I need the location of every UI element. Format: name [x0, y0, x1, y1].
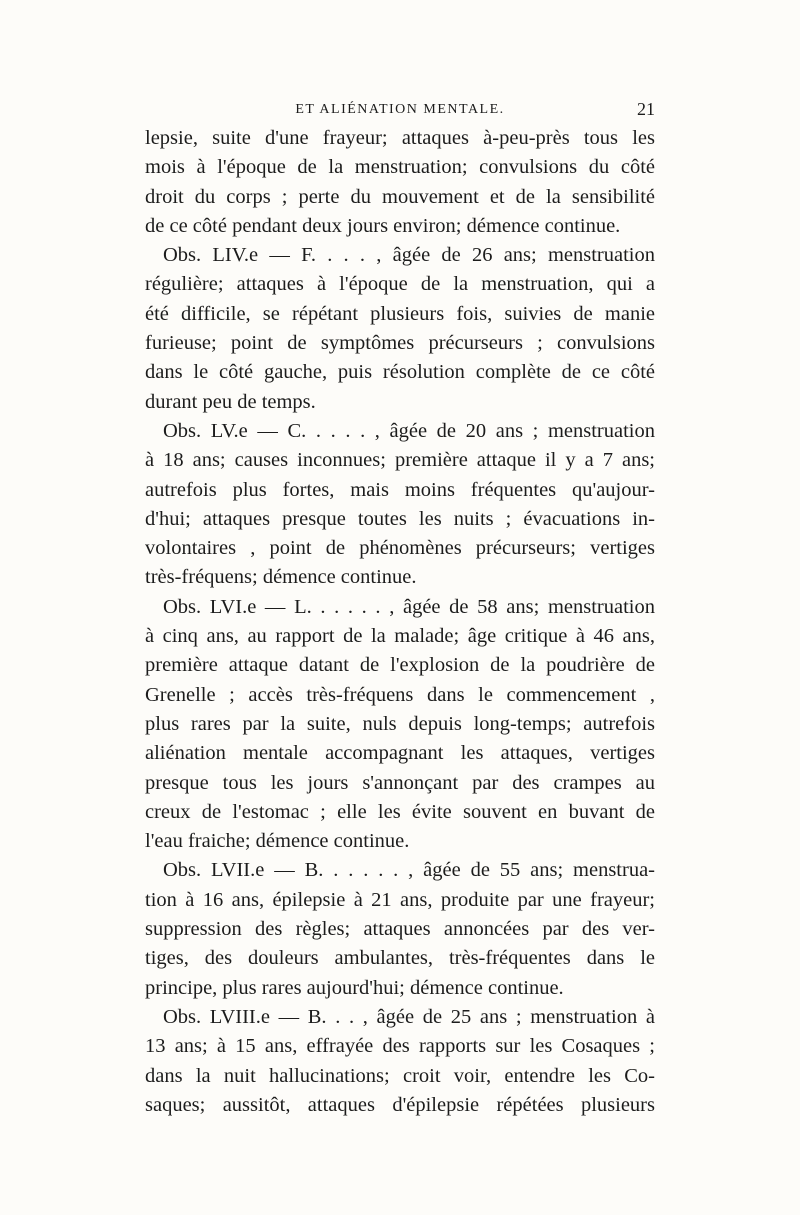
- text-line: mois à l'époque de la menstruation; convulsions du côté: [145, 156, 655, 179]
- text-line: tiges, des douleurs ambulantes, très-fréquentes dans le: [145, 947, 655, 970]
- page-header: [145, 98, 655, 124]
- text-line: lepsie, suite d'une frayeur; attaques à-peu-près tous les: [145, 127, 655, 149]
- text-line: de ce côté pendant deux jours environ; démence continue.: [145, 214, 621, 237]
- text-line: furieuse; point de symptômes précurseurs ; convulsions: [145, 332, 655, 355]
- text-line: volontaires , point de phénomènes précurseurs; vertiges: [145, 537, 655, 560]
- text-line: tion à 16 ans, épilepsie à 21 ans, produite par une frayeur;: [145, 888, 655, 911]
- text-line: durant peu de temps.: [145, 390, 316, 413]
- text-line: à cinq ans, au rapport de la malade; âge critique à 46 ans,: [145, 625, 655, 648]
- text-line: d'hui; attaques presque toutes les nuits ; évacuations in-: [145, 507, 655, 530]
- text-line: presque tous les jours s'annonçant par des crampes au: [145, 771, 655, 794]
- body-text: [145, 124, 655, 1120]
- page-number: 21: [637, 99, 655, 119]
- text-line: régulière; attaques à l'époque de la menstruation, qui a: [145, 273, 655, 296]
- text-line: saques; aussitôt, attaques d'épilepsie répétées plusieurs: [145, 1093, 655, 1116]
- text-line: Grenelle ; accès très-fréquens dans le commencement ,: [145, 683, 655, 706]
- text-line: plus rares par la suite, nuls depuis long-temps; autrefois: [145, 712, 655, 735]
- text-line: aliénation mentale accompagnant les attaques, vertiges: [145, 742, 655, 765]
- text-line: principe, plus rares aujourd'hui; démence continue.: [145, 976, 564, 999]
- text-line: Obs. LIV.e — F. . . . , âgée de 26 ans; menstruation: [163, 244, 655, 267]
- text-line: Obs. LV.e — C. . . . . , âgée de 20 ans ; menstruation: [163, 419, 655, 442]
- text-line: première attaque datant de l'explosion de la poudrière de: [145, 654, 655, 677]
- text-line: 13 ans; à 15 ans, effrayée des rapports sur les Cosaques ;: [145, 1035, 655, 1058]
- text-line: très-fréquens; démence continue.: [145, 566, 417, 589]
- text-line: Obs. LVII.e — B. . . . . . , âgée de 55 ans; menstrua-: [163, 859, 655, 882]
- running-title: ET ALIÉNATION MENTALE.: [295, 102, 505, 117]
- text-line: dans la nuit hallucinations; croit voir, entendre les Co-: [145, 1064, 655, 1087]
- text-line: à 18 ans; causes inconnues; première attaque il y a 7 ans;: [145, 449, 655, 472]
- text-line: suppression des règles; attaques annoncées par des ver-: [145, 918, 655, 941]
- text-line: autrefois plus fortes, mais moins fréquentes qu'aujour-: [145, 478, 655, 501]
- text-line: creux de l'estomac ; elle les évite souvent en buvant de: [145, 800, 655, 823]
- text-line: dans le côté gauche, puis résolution complète de ce côté: [145, 361, 655, 384]
- text-line: Obs. LVIII.e — B. . . , âgée de 25 ans ; menstruation à: [163, 1005, 655, 1028]
- text-line: Obs. LVI.e — L. . . . . . , âgée de 58 ans; menstruation: [163, 595, 655, 618]
- text-line: l'eau fraiche; démence continue.: [145, 830, 410, 853]
- text-line: droit du corps ; perte du mouvement et de la sensibilité: [145, 185, 655, 208]
- text-line: été difficile, se répétant plusieurs fois, suivies de manie: [145, 302, 655, 325]
